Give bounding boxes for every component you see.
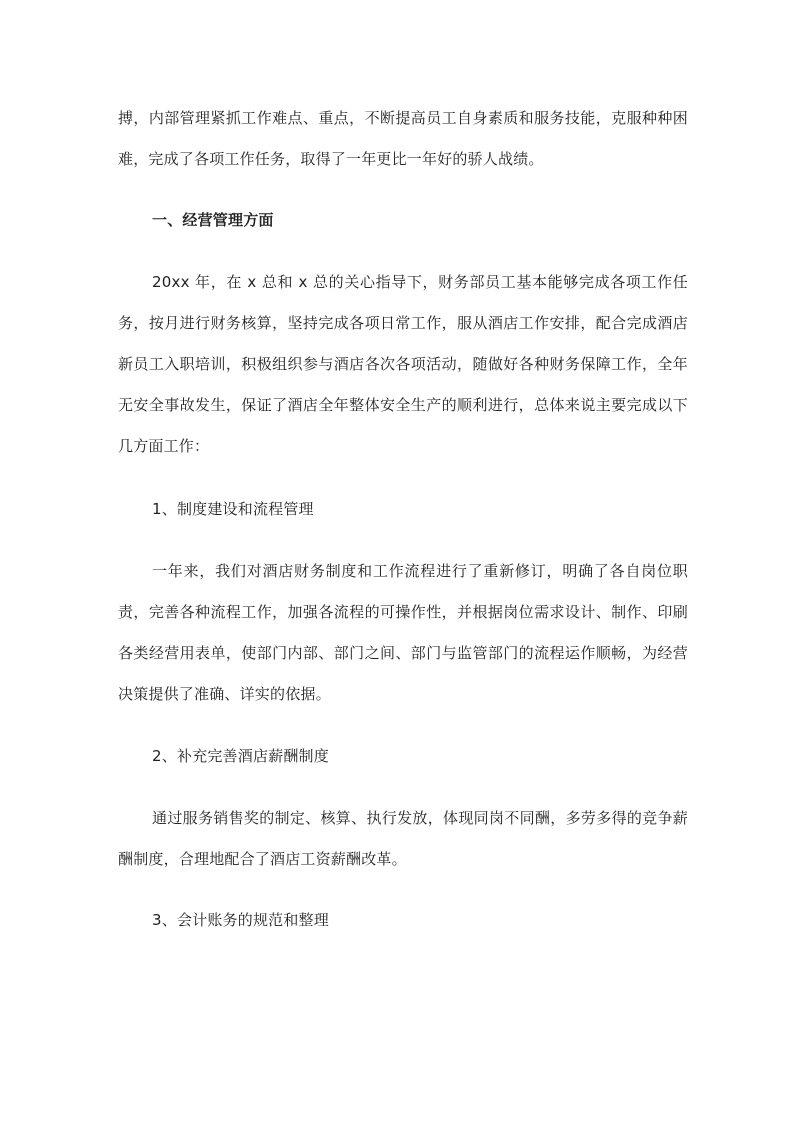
paragraph-management: 20xx 年，在 x 总和 x 总的关心指导下，财务部员工基本能够完成各项工作任务，按月进行财务核算，坚持完成各项日常工作，服从酒店工作安排，配合完成酒店新员工入职培训，积极组织参与酒店各次各项活动，随做好各种财务保障工作，全年无安全事故发生，保证了酒店全年整体安全生产的顺利进行，总体来说主要完成以下几方面工作： bbox=[118, 273, 688, 455]
item-heading-salary-system: 2、补充完善酒店薪酬制度 bbox=[152, 747, 329, 765]
item-heading-system-process: 1、制度建设和流程管理 bbox=[152, 500, 314, 518]
paragraph-salary-system: 通过服务销售奖的制定、核算、执行发放，体现同岗不同酬，多劳多得的竞争薪酬制度，合理地配合了酒店工资薪酬改革。 bbox=[118, 809, 688, 868]
item-heading-accounting: 3、会计账务的规范和整理 bbox=[152, 911, 329, 929]
paragraph-intro: 搏，内部管理紧抓工作难点、重点，不断提高员工自身素质和服务技能，克服种种困难，完成了各项工作任务，取得了一年更比一年好的骄人战绩。 bbox=[118, 109, 688, 168]
paragraph-system-process: 一年来，我们对酒店财务制度和工作流程进行了重新修订，明确了各自岗位职责，完善各种流程工作，加强各流程的可操作性，并根据岗位需求设计、制作、印刷各类经营用表单，使部门内部、部门之间、部门与监管部门的流程运作顺畅，为经营决策提供了准确、详实的依据。 bbox=[118, 562, 688, 703]
section-heading-management: 一、经营管理方面 bbox=[152, 211, 274, 229]
